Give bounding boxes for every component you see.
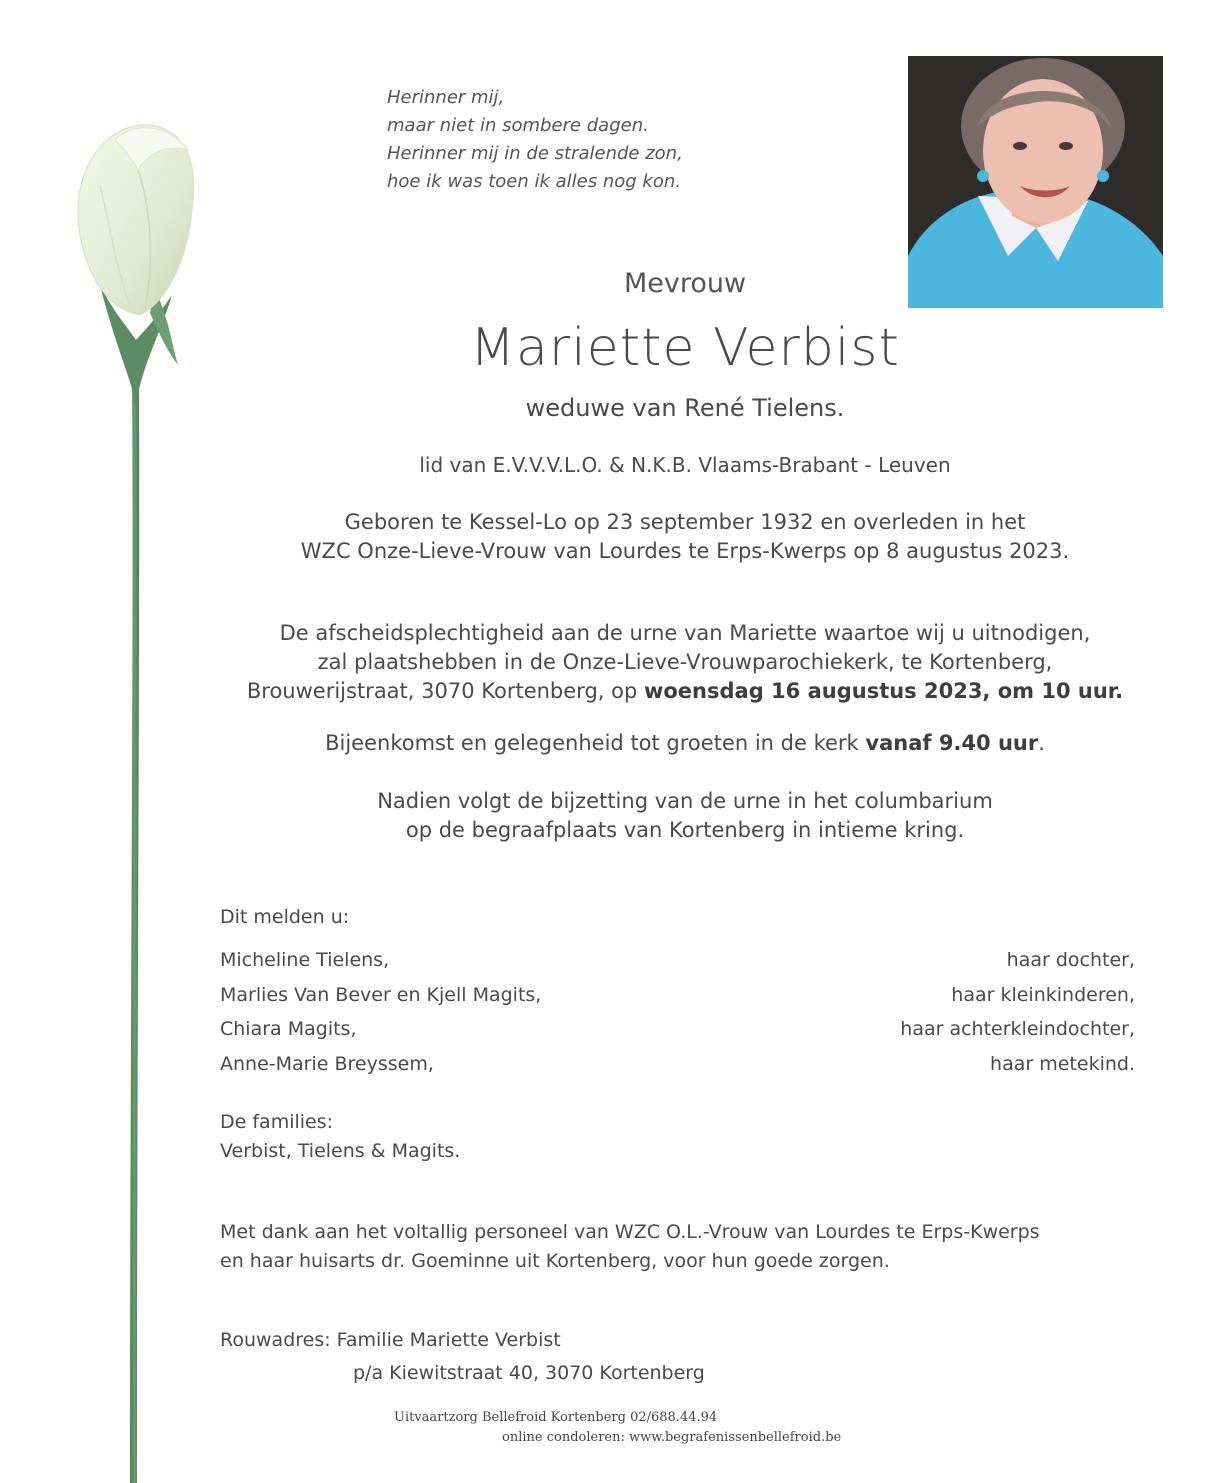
gathering-prefix: Bijeenkomst en gelegenheid tot groeten in de kerk [325, 731, 866, 755]
birth-death-line: WZC Onze-Lieve-Vrouw van Lourdes te Erps-Kwerps op 8 augustus 2023. [300, 539, 1070, 563]
burial-text [150, 787, 1220, 845]
funeral-home: Uitvaartzorg Bellefroid Kortenberg 02/688.44.94 [394, 1410, 718, 1425]
ceremony-line [150, 677, 1220, 706]
relative-row [220, 1050, 1135, 1085]
ceremony-text [150, 619, 1220, 706]
relative-relation: haar dochter, [1006, 949, 1135, 971]
relative-name: Marlies Van Bever en Kjell Magits, [220, 983, 542, 1006]
ceremony-line: De afscheidsplechtigheid aan de urne van Mariette waartoe wij u uitnodigen, [279, 621, 1091, 645]
relative-row [220, 946, 1135, 981]
condolence-link[interactable]: online condoleren: www.begrafenissenbellefroid.be [502, 1430, 842, 1445]
burial-line: Nadien volgt de bijzetting van de urne in het columbarium [377, 789, 993, 813]
gathering-suffix: . [1038, 731, 1045, 755]
birth-death-line: Geboren te Kessel-Lo op 23 september 1932 en overleden in het [344, 510, 1026, 534]
families-names: Verbist, Tielens & Magits. [220, 1140, 461, 1162]
relative-relation: haar metekind. [990, 1052, 1135, 1075]
relative-relation: haar kleinkinderen, [951, 983, 1135, 1006]
thanks-line: en haar huisarts dr. Goeminne uit Kortenberg, voor hun goede zorgen. [220, 1250, 890, 1272]
poem-line: maar niet in sombere dagen. [387, 115, 649, 136]
honorific: Mevrouw [623, 268, 747, 299]
ceremony-line: zal plaatshebben in de Onze-Lieve-Vrouwparochiekerk, te Kortenberg, [317, 650, 1053, 674]
ceremony-date: woensdag 16 augustus 2023, om 10 uur. [643, 679, 1124, 703]
widow-of: weduwe van René Tielens. [525, 394, 845, 422]
burial-line: op de begraafplaats van Kortenberg in intieme kring. [405, 818, 965, 842]
thanks-text [220, 1218, 1040, 1276]
poem-line: hoe ik was toen ik alles nog kon. [387, 171, 681, 192]
relative-name: Micheline Tielens, [220, 949, 390, 971]
announcement: Dit melden u: [220, 906, 350, 928]
deceased-name: Mariette Verbist [470, 318, 900, 378]
gathering-time: vanaf 9.40 uur [865, 731, 1039, 755]
poem [387, 84, 847, 196]
ceremony-location: Brouwerijstraat, 3070 Kortenberg, op [246, 679, 644, 703]
mourning-address-label: Rouwadres: Familie Mariette Verbist [220, 1329, 561, 1351]
poem-line: Herinner mij, [387, 87, 505, 108]
gathering-text [150, 731, 1220, 755]
relatives-list [220, 946, 1135, 1084]
mourning-address-street: p/a Kiewitstraat 40, 3070 Kortenberg [353, 1362, 705, 1384]
relative-row [220, 981, 1135, 1016]
relative-name: Chiara Magits, [220, 1018, 357, 1040]
membership: lid van E.V.V.V.L.O. & N.K.B. Vlaams-Brabant - Leuven [419, 453, 951, 477]
families-label: De families: [220, 1111, 334, 1133]
birth-death-text [150, 508, 1220, 566]
thanks-line: Met dank aan het voltallig personeel van WZC O.L.-Vrouw van Lourdes te Erps-Kwerps [220, 1221, 1040, 1243]
families [220, 1108, 460, 1166]
relative-name: Anne-Marie Breyssem, [220, 1052, 434, 1075]
relative-relation: haar achterkleindochter, [900, 1018, 1135, 1040]
poem-line: Herinner mij in de stralende zon, [387, 143, 683, 164]
relative-row [220, 1015, 1135, 1050]
